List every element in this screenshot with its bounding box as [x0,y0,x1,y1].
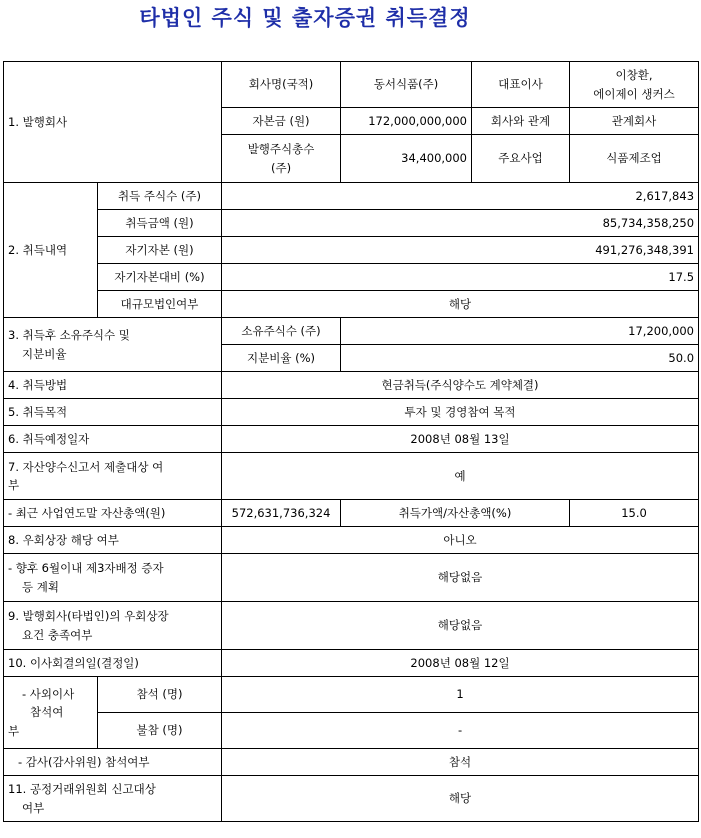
absent-label: 불참 (명) [98,713,222,749]
table-row [4,650,699,677]
scheduled-date-label: 6. 취득예정일자 [4,426,222,453]
total-assets-value: 572,631,736,324 [222,500,341,527]
equity-label: 자기자본 (원) [98,237,222,264]
relation-label: 회사와 관계 [472,108,570,135]
attend-value: 1 [222,677,699,713]
backdoor-requirement-label [4,602,222,650]
scheduled-date-value: 2008년 08월 13일 [222,426,699,453]
acquisition-amount-label: 취득금액 (원) [98,210,222,237]
ftc-report-value: 해당 [222,776,699,822]
large-corp-value: 해당 [222,291,699,318]
table-row [4,426,699,453]
acquired-shares-value: 2,617,843 [222,183,699,210]
owned-shares-value: 17,200,000 [341,318,699,345]
table-row [4,602,699,650]
backdoor-requirement-line-1: 9. 발행회사(타법인)의 우회상장 [8,609,169,624]
table-row [4,372,699,399]
backdoor-listing-label: 8. 우회상장 해당 여부 [4,527,222,554]
business-value: 식품제조업 [570,135,699,183]
ftc-report-line-1: 11. 공정거래위원회 신고대상 [8,782,156,797]
owned-shares-label: 소유주식수 (주) [222,318,341,345]
outside-director-line-3: 부 [8,723,20,738]
table-row [4,210,699,237]
table-row [4,237,699,264]
capital-increase-plan-line-1: - 향후 6월이내 제3자배정 증자 [8,561,164,576]
acq-ratio-value: 15.0 [570,500,699,527]
large-corp-label: 대규모법인여부 [98,291,222,318]
board-resolution-value: 2008년 08월 12일 [222,650,699,677]
relation-value: 관계회사 [570,108,699,135]
shares-label-line-1: 발행주식총수 [247,142,315,157]
stake-ratio-value: 50.0 [341,345,699,372]
acquisition-amount-value: 85,734,358,250 [222,210,699,237]
stake-ratio-label: 지분비율 (%) [222,345,341,372]
page-title: 타법인 주식 및 출자증권 취득결정 [139,5,471,30]
table-row [4,500,699,527]
capital-increase-plan-label [4,554,222,602]
outside-director-label [4,677,98,749]
table-row [4,527,699,554]
purpose-label: 5. 취득목적 [4,399,222,426]
capital-increase-plan-line-2: 등 계획 [22,579,59,594]
table-row [4,183,699,210]
backdoor-requirement-value: 해당없음 [222,602,699,650]
ceo-label: 대표이사 [472,62,570,108]
table-row [4,554,699,602]
absent-value: - [222,713,699,749]
capital-increase-plan-value: 해당없음 [222,554,699,602]
capital-label: 자본금 (원) [222,108,341,135]
table-row [4,749,699,776]
ftc-report-label [4,776,222,822]
table-row [4,677,699,713]
table-row [4,399,699,426]
company-name-value: 동서식품(주) [341,62,472,108]
asset-transfer-value: 예 [222,453,699,500]
auditor-label: - 감사(감사위원) 참석여부 [4,749,222,776]
post-holding-label [4,318,222,372]
shares-label-line-2: (주) [270,160,292,175]
equity-ratio-value: 17.5 [222,264,699,291]
business-label: 주요사업 [472,135,570,183]
method-value: 현금취득(주식양수도 계약체결) [222,372,699,399]
acquired-shares-label: 취득 주식수 (주) [98,183,222,210]
backdoor-requirement-line-2: 요건 충족여부 [22,627,93,642]
ceo-value [570,62,699,108]
acquisition-label: 2. 취득내역 [4,183,98,318]
ceo-line-2: 에이제이 생커스 [593,86,675,101]
acq-ratio-label: 취득가액/자산총액(%) [341,500,570,527]
post-holding-label-line-1: 3. 취득후 소유주식수 및 [8,328,130,343]
asset-transfer-label [4,453,222,500]
shares-label [222,135,341,183]
outside-director-line-1: - 사외이사 [22,686,75,701]
ftc-report-line-2: 여부 [22,800,45,815]
disclosure-table [3,61,699,822]
post-holding-label-line-2: 지분비율 [22,346,67,361]
total-assets-label: - 최근 사업연도말 자산총액(원) [4,500,222,527]
issuer-label: 1. 발행회사 [4,62,222,183]
asset-transfer-label-line-1: 7. 자산양수신고서 제출대상 여 [8,459,164,474]
table-row [4,318,699,345]
table-row [4,62,699,108]
capital-value: 172,000,000,000 [341,108,472,135]
ceo-line-1: 이창환, [615,68,653,83]
outside-director-line-2: 참석여 [30,705,64,720]
equity-value: 491,276,348,391 [222,237,699,264]
table-row [4,291,699,318]
table-row [4,776,699,822]
purpose-value: 투자 및 경영참여 목적 [222,399,699,426]
board-resolution-label: 10. 이사회결의일(결정일) [4,650,222,677]
backdoor-listing-value: 아니오 [222,527,699,554]
method-label: 4. 취득방법 [4,372,222,399]
table-row [4,264,699,291]
attend-label: 참석 (명) [98,677,222,713]
shares-value: 34,400,000 [341,135,472,183]
asset-transfer-label-line-2: 부 [8,478,20,492]
table-row [4,453,699,500]
company-name-label: 회사명(국적) [222,62,341,108]
table-row [4,713,699,749]
equity-ratio-label: 자기자본대비 (%) [98,264,222,291]
auditor-value: 참석 [222,749,699,776]
